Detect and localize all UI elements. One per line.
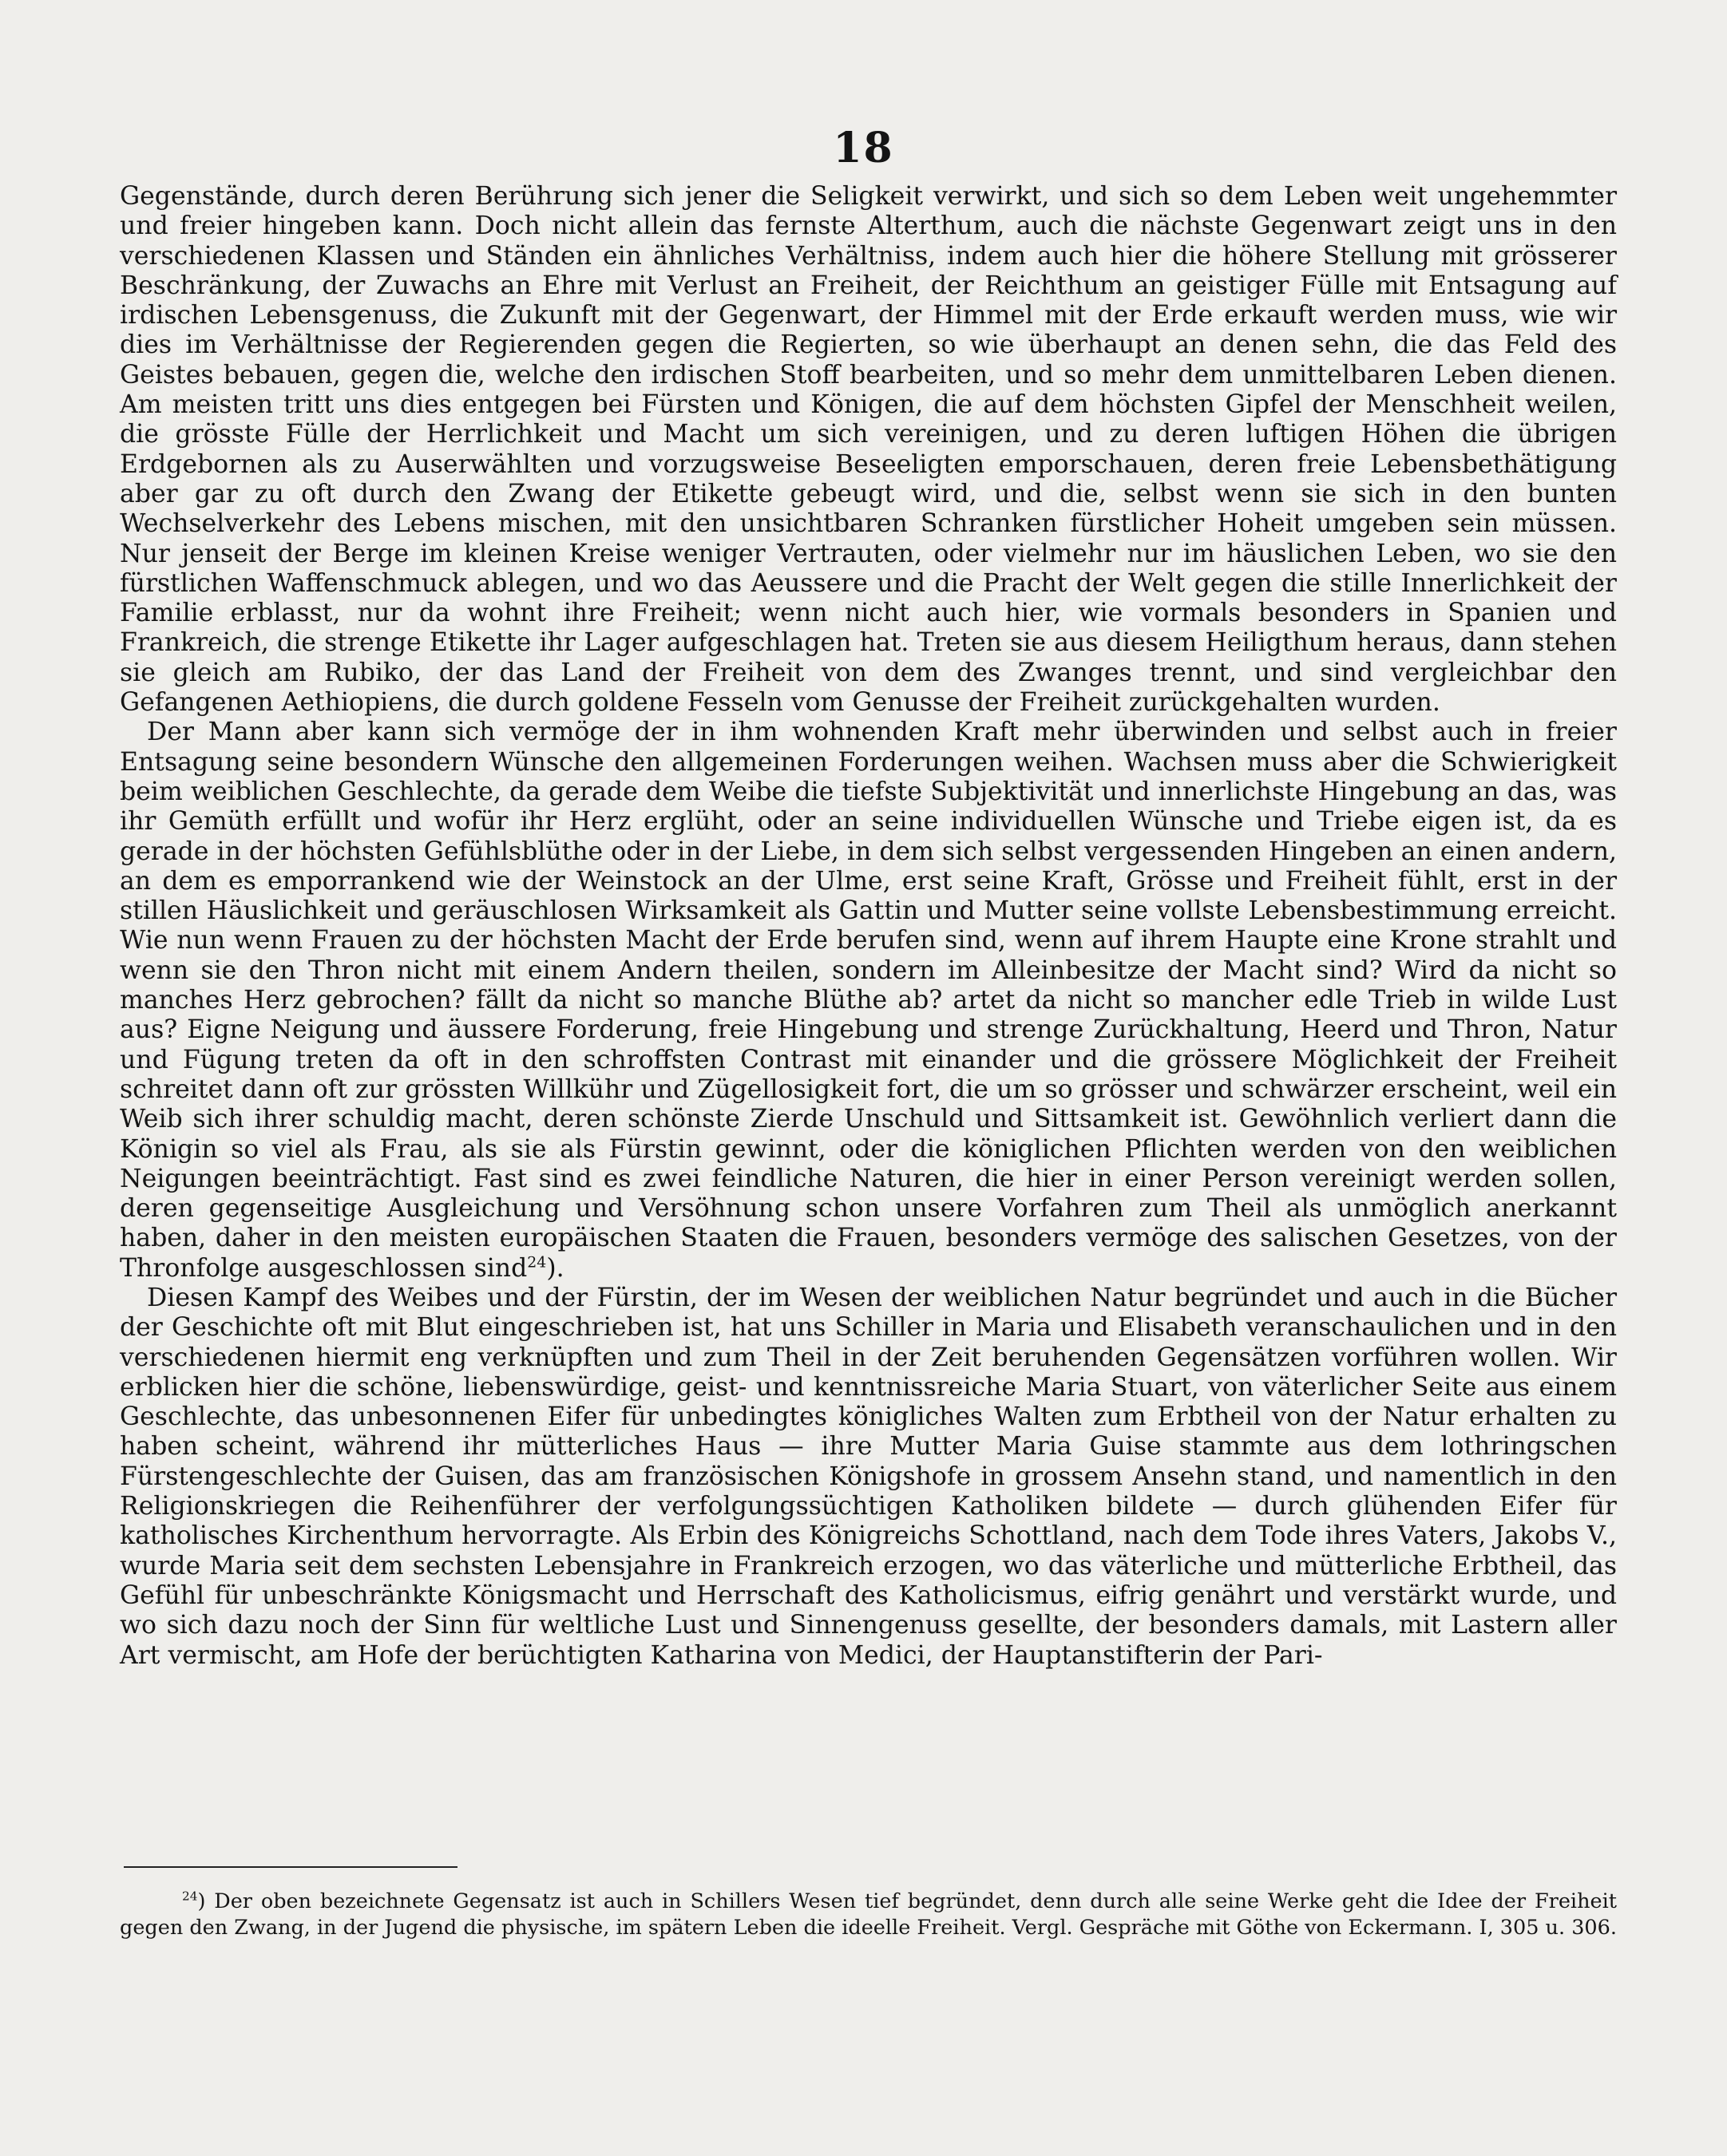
paragraph: Gegenstände, durch deren Berührung sich jener die Seligkeit verwirkt, und sich so dem Leben weit ungehemmter und freier hingeben kann. Doch nicht allein das fernste Alterthum, auch die nächste Gegenwart zeigt uns in den verschiedenen Klassen und Ständen ein ähnliches Verhältniss, indem auch hier die höhere Stellung mit grösserer Beschränkung, der Zuwachs an Ehre mit Verlust an Freiheit, der Reichthum an geistiger Fülle mit Entsagung auf irdischen Lebensgenuss, die Zukunft mit der Gegenwart, der Himmel mit der Erde erkauft werden muss, wie wir dies im Verhältnisse der Regierenden gegen die Regierten, so wie überhaupt an denen sehn, die das Feld des Geistes bebauen, gegen die, welche den irdischen Stoff bearbeiten, und so mehr dem unmittelbaren Leben dienen. Am meisten tritt uns dies entgegen bei Fürsten und Königen, die auf dem höchsten Gipfel der Menschheit weilen, die grösste Fülle der Herrlichkeit und Macht um sich vereinigen, und zu deren luftigen Höhen die übrigen Erdgebornen als zu Auserwählten und vorzugsweise Beseeligten emporschauen, deren freie Lebensbethätigung aber gar zu oft durch den Zwang der Etikette gebeugt wird, und die, selbst wenn sie sich in den bunten Wechselverkehr des Lebens mischen, mit den unsichtbaren Schranken fürstlicher Hoheit umgeben sein müssen. Nur jenseit der Berge im kleinen Kreise weniger Vertrauten, oder vielmehr nur im häuslichen Leben, wo sie den fürstlichen Waffenschmuck ablegen, und wo das Aeussere und die Pracht der Welt gegen die stille Innerlichkeit der Familie erblasst, nur da wohnt ihre Freiheit; wenn nicht auch hier, wie vormals besonders in Spanien und Frankreich, die strenge Etikette ihr Lager aufgeschlagen hat. Treten sie aus diesem Heiligthum heraus, dann stehen sie gleich am Rubiko, der das Land der Freiheit von dem des Zwanges trennt, und sind vergleichbar den Gefangenen Aethiopiens, die durch goldene Fesseln vom Genusse der Freiheit zurückgehalten wurden. <box>120 182 1617 718</box>
footnote <box>120 1889 1617 1941</box>
paragraph-text: Der Mann aber kann sich vermöge der in ihm wohnenden Kraft mehr überwinden und selbst auch in freier Entsagung seine besondern Wünsche den allgemeinen Forderungen weihen. Wachsen muss aber die Schwierigkeit beim weiblichen Geschlechte, da gerade dem Weibe die tiefste Subjektivität und innerlichste Hingebung an das, was ihr Gemüth erfüllt und wofür ihr Herz erglüht, oder an seine individuellen Wünsche und Triebe eigen ist, da es gerade in der höchsten Gefühlsblüthe oder in der Liebe, in dem sich selbst vergessenden Hingeben an einen andern, an dem es emporrankend wie der Weinstock an der Ulme, erst seine Kraft, Grösse und Freiheit fühlt, erst in der stillen Häuslichkeit und geräuschlosen Wirksamkeit als Gattin und Mutter seine vollste Lebensbestimmung erreicht. Wie nun wenn Frauen zu der höchsten Macht der Erde berufen sind, wenn auf ihrem Haupte eine Krone strahlt und wenn sie den Thron nicht mit einem Andern theilen, sondern im Alleinbesitze der Macht sind? Wird da nicht so manches Herz gebrochen? fällt da nicht so manche Blüthe ab? artet da nicht so mancher edle Trieb in wilde Lust aus? Eigne Neigung und äussere Forderung, freie Hingebung und strenge Zurückhaltung, Heerd und Thron, Natur und Fügung treten da oft in den schroffsten Contrast mit einander und die grössere Möglichkeit der Freiheit schreitet dann oft zur grössten Willkühr und Zügellosigkeit fort, die um so grösser und schwärzer erscheint, weil ein Weib sich ihrer schuldig macht, deren schönste Zierde Unschuld und Sittsamkeit ist. Gewöhnlich verliert dann die Königin so viel als Frau, als sie als Fürstin gewinnt, oder die königlichen Pflichten werden von den weiblichen Neigungen beeinträchtigt. Fast sind es zwei feindliche Naturen, die hier in einer Person vereinigt werden sollen, deren gegenseitige Ausgleichung und Versöhnung schon unsere Vorfahren zum Theil als unmöglich anerkannt haben, daher in den meisten europäischen Staaten die Frauen, besonders vermöge des salischen Gesetzes, von der Thronfolge ausgeschlossen sind <box>120 718 1617 1283</box>
paragraph: Diesen Kampf des Weibes und der Fürstin, der im Wesen der weiblichen Natur begründet und auch in die Bücher der Geschichte oft mit Blut eingeschrieben ist, hat uns Schiller in Maria und Elisabeth veranschaulichen und in den verschiedenen hiermit eng verknüpften und zum Theil in der Zeit beruhenden Gegensätzen vorführen wollen. Wir erblicken hier die schöne, liebenswürdige, geist- und kenntnissreiche Maria Stuart, von väterlicher Seite aus einem Geschlechte, das unbesonnenen Eifer für unbedingtes königliches Walten zum Erbtheil von der Natur erhalten zu haben scheint, während ihr mütterliches Haus — ihre Mutter Maria Guise stammte aus dem lothringschen Fürstengeschlechte der Guisen, das am französischen Königshofe in grossem Ansehn stand, und namentlich in den Religionskriegen die Reihenführer der verfolgungssüchtigen Katholiken bildete — durch glühenden Eifer für katholisches Kirchenthum hervorragte. Als Erbin des Königreichs Schottland, nach dem Tode ihres Vaters, Jakobs V., wurde Maria seit dem sechsten Lebensjahre in Frankreich erzogen, wo das väterliche und mütterliche Erbtheil, das Gefühl für unbeschränkte Königsmacht und Herrschaft des Katholicismus, eifrig genährt und verstärkt wurde, und wo sich dazu noch der Sinn für weltliche Lust und Sinnengenuss gesellte, der besonders damals, mit Lastern aller Art vermischt, am Hofe der berüchtigten Katharina von Medici, der Hauptanstifterin der Pari- <box>120 1283 1617 1670</box>
paragraph-end: ). <box>546 1253 564 1283</box>
main-text <box>120 182 1617 1671</box>
paragraph <box>120 718 1617 1284</box>
footnote-text: ) Der oben bezeichnete Gegensatz ist auch in Schillers Wesen tief begründet, denn durch alle seine Werke geht die Idee der Freiheit gegen den Zwang, in der Jugend die physische, im spätern Leben die ideelle Freiheit. Vergl. Gespräche mit Göthe von Eckermann. I, 305 u. 306. <box>120 1889 1617 1940</box>
footnote-divider <box>124 1866 457 1868</box>
footnote-number: 24 <box>182 1889 198 1904</box>
footnote-reference: 24 <box>527 1253 547 1272</box>
page-number: 18 <box>833 124 894 172</box>
